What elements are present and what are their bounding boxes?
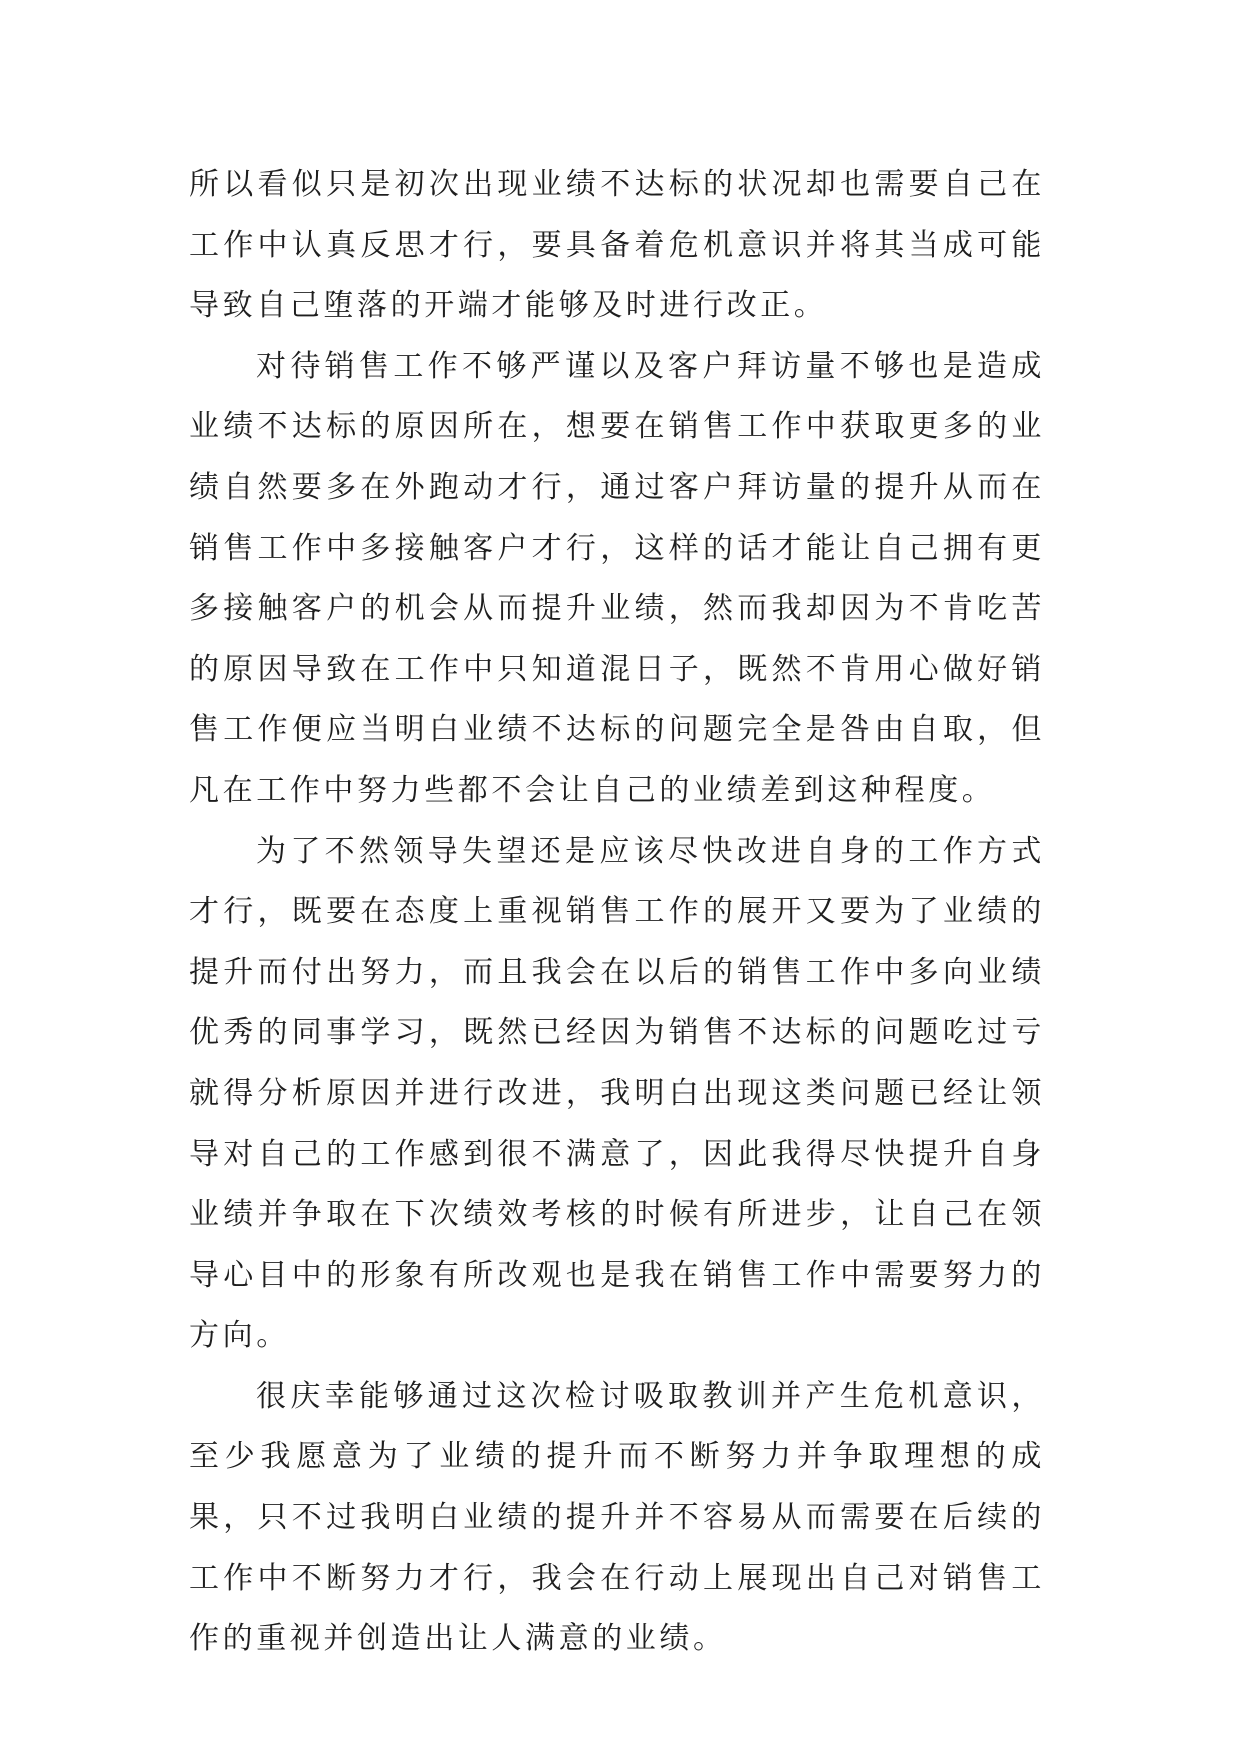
paragraph-1: 所以看似只是初次出现业绩不达标的状况却也需要自己在工作中认真反思才行，要具备着危机意识并将其当成可能导致自己堕落的开端才能够及时进行改正。 bbox=[189, 167, 1045, 324]
paragraph-2: 对待销售工作不够严谨以及客户拜访量不够也是造成业绩不达标的原因所在，想要在销售工作中获取更多的业绩自然要多在外跑动才行，通过客户拜访量的提升从而在销售工作中多接触客户才行，这样的话才能让自己拥有更多接触客户的机会从而提升业绩，然而我却因为不肯吃苦的原因导致在工作中只知道混日子，既然不肯用心做好销售工作便应当明白业绩不达标的问题完全是咎由自取，但凡在工作中努力些都不会让自己的业绩差到这种程度。 bbox=[189, 348, 1045, 808]
document-body bbox=[189, 155, 1045, 1670]
paragraph-3: 为了不然领导失望还是应该尽快改进自身的工作方式才行，既要在态度上重视销售工作的展开又要为了业绩的提升而付出努力，而且我会在以后的销售工作中多向业绩优秀的同事学习，既然已经因为销售不达标的问题吃过亏就得分析原因并进行改进，我明白出现这类问题已经让领导对自己的工作感到很不满意了，因此我得尽快提升自身业绩并争取在下次绩效考核的时候有所进步，让自己在领导心目中的形象有所改观也是我在销售工作中需要努力的方向。 bbox=[189, 833, 1045, 1354]
paragraph-4: 很庆幸能够通过这次检讨吸取教训并产生危机意识，至少我愿意为了业绩的提升而不断努力并争取理想的成果，只不过我明白业绩的提升并不容易从而需要在后续的工作中不断努力才行，我会在行动上展现出自己对销售工作的重视并创造出让人满意的业绩。 bbox=[189, 1378, 1045, 1657]
